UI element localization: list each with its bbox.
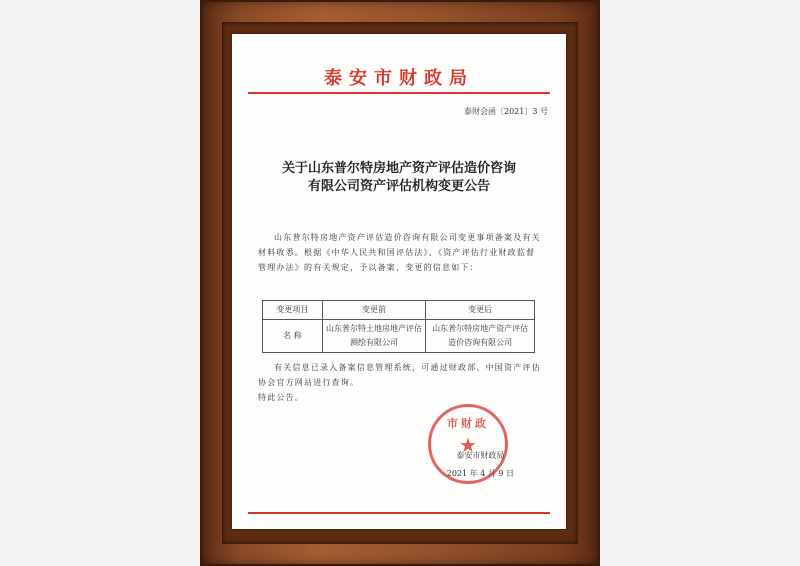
note-block bbox=[258, 360, 542, 405]
table-header-cell: 变更项目 bbox=[263, 301, 323, 320]
document-number: 泰财会函〔2021〕3 号 bbox=[464, 107, 548, 116]
certificate-paper bbox=[232, 34, 566, 529]
footer-divider bbox=[248, 512, 550, 514]
document-title-line-2: 有限公司资产评估机构变更公告 bbox=[307, 179, 490, 194]
table-header-row bbox=[263, 301, 535, 320]
org-title: 泰安市财政局 bbox=[324, 68, 474, 89]
seal-text: 市财政 bbox=[447, 417, 489, 430]
header-divider bbox=[248, 92, 550, 94]
table-header-cell: 变更后 bbox=[426, 301, 535, 320]
table-row bbox=[263, 320, 535, 353]
note-paragraph: 有关信息已录入备案信息管理系统，可通过财政部、中国资产评估协会官方网站进行查询。 bbox=[258, 363, 541, 387]
table-cell: 山东普尔特房地产资产评估造价咨询有限公司 bbox=[426, 320, 535, 353]
document-title-line-1: 关于山东普尔特房地产资产评估造价咨询 bbox=[281, 161, 516, 176]
table-cell: 名 称 bbox=[263, 320, 323, 353]
signature-date: 2021 年 4 月 9 日 bbox=[446, 469, 514, 478]
closing-line: 特此公告。 bbox=[258, 393, 304, 402]
table-header-cell: 变更前 bbox=[322, 301, 425, 320]
document-title bbox=[252, 160, 546, 196]
table-cell: 山东普尔特土地房地产评估测绘有限公司 bbox=[322, 320, 425, 353]
body-paragraph: 山东普尔特房地产资产评估造价咨询有限公司变更事项备案及有关材料收悉。根据《中华人民共和国评估法》、《资产评估行业财政监督管理办法》的有关规定，予以备案，变更的信息如下： bbox=[258, 233, 541, 272]
signature-block bbox=[447, 447, 514, 483]
star-icon: ★ bbox=[459, 433, 477, 457]
change-table bbox=[262, 300, 535, 353]
signature-org: 泰安市财政局 bbox=[456, 451, 505, 460]
